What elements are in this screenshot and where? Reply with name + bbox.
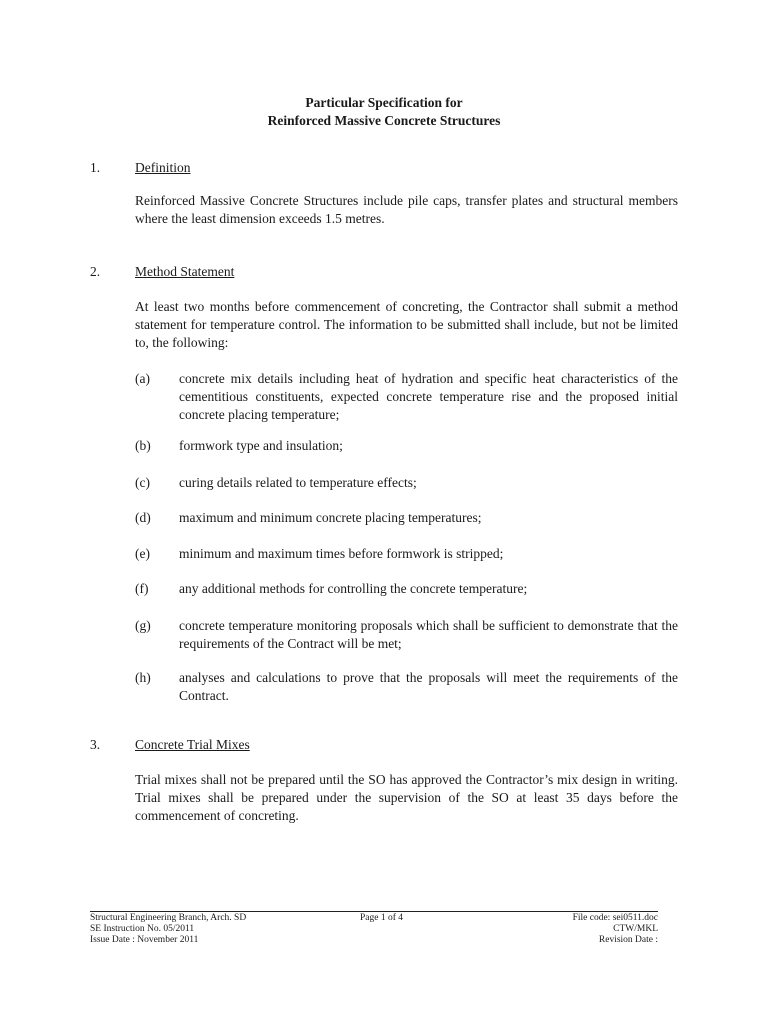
list-item-text: any additional methods for controlling the concrete temperature;: [179, 581, 528, 596]
list-item-label: (f): [135, 581, 149, 596]
list-item-label: (b): [135, 438, 151, 453]
list-item-text: curing details related to temperature effects;: [179, 475, 417, 490]
list-item-label: (c): [135, 475, 150, 490]
section-2-heading: Method Statement: [135, 264, 235, 279]
list-item-text: minimum and maximum times before formwork is stripped;: [179, 546, 504, 561]
section-3-paragraph: Trial mixes shall not be prepared until the SO has approved the Contractor’s mix design in writing. Trial mixes shall be prepared under the supervision of the SO at least 35 days before the commencement of concreting.: [135, 772, 678, 823]
document-title-line2: Reinforced Massive Concrete Structures: [267, 113, 501, 128]
section-3-heading: Concrete Trial Mixes: [135, 737, 250, 752]
footer-author: CTW/MKL: [613, 924, 658, 934]
footer-file-code: File code: sei0511.doc: [572, 913, 658, 923]
list-item-text: formwork type and insulation;: [179, 438, 343, 453]
list-item-label: (e): [135, 546, 150, 561]
list-item-label: (h): [135, 670, 151, 685]
footer-instruction: SE Instruction No. 05/2011: [90, 924, 195, 934]
section-2-number: 2.: [90, 264, 101, 279]
footer-revision-date: Revision Date :: [598, 935, 658, 945]
list-item-text: analyses and calculations to prove that the proposals will meet the requirements of the Contract.: [179, 670, 678, 703]
footer-branch: Structural Engineering Branch, Arch. SD: [90, 913, 247, 923]
list-item-text: concrete temperature monitoring proposals which shall be sufficient to demonstrate that the requirements of the Contract will be met;: [179, 618, 678, 651]
section-1-number: 1.: [90, 160, 101, 175]
list-item-text: concrete mix details including heat of hydration and specific heat characteristics of the cementitious constituents, expected concrete temperature rise and the proposed initial concrete placing temperature;: [179, 371, 678, 422]
document-title-line1: Particular Specification for: [305, 95, 463, 110]
list-item-label: (a): [135, 371, 150, 386]
footer-issue-date: Issue Date : November 2011: [90, 935, 199, 945]
footer-page-number: Page 1 of 4: [360, 913, 404, 923]
section-1-paragraph: Reinforced Massive Concrete Structures include pile caps, transfer plates and structural members where the least dimension exceeds 1.5 metres.: [135, 193, 678, 226]
list-item-label: (g): [135, 618, 151, 633]
footer-divider: [90, 911, 658, 912]
list-item-label: (d): [135, 510, 151, 525]
list-item-text: maximum and minimum concrete placing temperatures;: [179, 510, 482, 525]
section-2-paragraph: At least two months before commencement of concreting, the Contractor shall submit a method statement for temperature control. The information to be submitted shall include, but not be limited to, the following:: [135, 299, 678, 350]
section-1-heading: Definition: [135, 160, 191, 175]
section-3-number: 3.: [90, 737, 101, 752]
